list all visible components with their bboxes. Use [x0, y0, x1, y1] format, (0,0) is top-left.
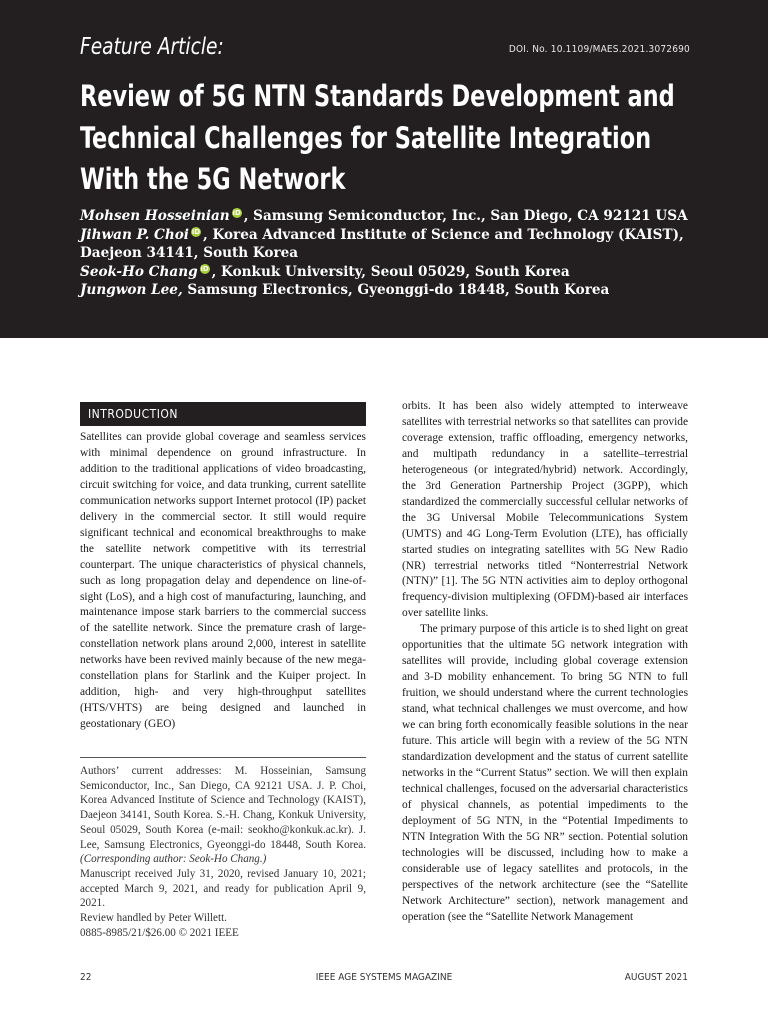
author-name: Jihwan P. Choi — [80, 226, 189, 243]
author-list — [80, 207, 700, 300]
addresses-text: Authors’ current addresses: M. Hosseinian, Samsung Semiconductor, Inc., San Diego, CA 92121 USA. J. P. Choi, Korea Advanced Institute of Science and Technology (KAIST), Daejeon 34141, South Korea. S.-H. Chang, Konkuk University, Seoul 05029, South Korea (e-mail: seokho@konkuk.ac.kr). J. Lee, Samsung Electronics, Gyeonggi-do 18448, South Korea. — [80, 765, 366, 851]
body-column-left — [80, 430, 366, 733]
doi-label: DOI. No. 10.1109/MAES.2021.3072690 — [508, 44, 690, 55]
copyright-line: 0885-8985/21/$26.00 © 2021 IEEE — [80, 926, 239, 939]
review-handled: Review handled by Peter Willett. — [80, 912, 227, 925]
body-paragraph: Satellites can provide global coverage and seamless services with minimal dependence on ground infrastructure. In addition to the traditional applications of video broadcasting, circuit switching for voice, and data trunking, current satellite communication networks support Internet protocol (IP) packet delivery in the commercial sector. It still would require significant technical and economical breakthroughs to make the satellite network competitive with its terrestrial counterpart. The unique characteristics of physical channels, such as long propagation delay and dependence on line-of-sight (LoS), and a high cost of manufacturing, launching, and maintenance impose stark barriers to the commercial success of the satellite network. Since the premature crash of large-constellation network plans around 2,000, interest in satellite networks have been revived mainly because of the new mega-constellation plans for Starlink and the Kuiper project. In addition, high- and very high-throughput satellites (HTS/VHTS) are being designed and launched in geostationary (GEO) — [80, 431, 366, 731]
author-affiliation: , Korea Advanced Institute of Science and Technology (KAIST), Daejeon 34141, South Korea — [80, 226, 684, 262]
author-affiliation: Samsung Electronics, Gyeonggi-do 18448, South Korea — [182, 282, 610, 299]
body-paragraph: orbits. It has been also widely attempted to interweave satellites with terrestrial networks so that satellites can provide coverage extension, traffic offloading, emergency networks, and multipath redundancy in a satellite–terrestrial heterogeneous (or integrated/hybrid) network. Accordingly, the 3rd Generation Partnership Project (3GPP), which standardized the commercially successful cellular networks of the 3G Universal Mobile Telecommunications System (UMTS) and 4G Long-Term Evolution (LTE), has officially started studies on integrating satellites with 5G New Radio (NR) terrestrial networks titled “Nonterrestrial Network (NTN)” [1]. The 5G NTN activities aim to deploy orthogonal frequency-division multiplexing (OFDM)-based air interfaces over satellite links. — [402, 400, 688, 620]
author-line — [80, 281, 700, 300]
author-line — [80, 263, 700, 282]
article-title: Review of 5G NTN Standards Development and Technical Challenges for Satellite Integration With the 5G Network — [80, 79, 675, 196]
title-banner — [0, 0, 768, 338]
author-line — [80, 226, 700, 263]
author-name: Seok-Ho Chang — [80, 263, 198, 280]
footnote-divider — [80, 757, 366, 758]
manuscript-dates: Manuscript received July 31, 2020, revised January 10, 2021; accepted March 9, 2021, and ready for publication April 9, 2021. — [80, 867, 366, 910]
orcid-icon[interactable]: iD — [232, 209, 241, 217]
author-name: Mohsen Hosseinian — [80, 208, 230, 224]
author-line — [80, 207, 700, 226]
orcid-icon[interactable]: iD — [191, 227, 201, 236]
footnote-addresses — [80, 764, 366, 867]
body-paragraph: The primary purpose of this article is to shed light on great opportunities that the ultimate 5G network integration with satellites will provide, including global coverage extension and 3-D mobility enhancement. To bring 5G NTN to full fruition, we should understand where the current technologies stand, what technical challenges we must overcome, and how we can bring forth economically feasible solutions in the near future. This article will begin with a review of the 5G NTN standardization development and the status of current satellite networks in the “Current Status” section. We will then explain technical challenges, focused on the adversarial characteristics of physical channels, as potential impediments to the deployment of 5G NTN, in the “Potential Impediments to NTN Integration With the 5G NR” section. Potential solution technologies will be discussed, including how to make a considerable use of legacy satellites and protocols, in the perspectives of the network architecture (see the “Satellite Network Architecture” section), network management and operation (see the “Satellite Network Management — [402, 623, 688, 923]
issue-date: AUGUST 2021 — [624, 972, 688, 983]
journal-name: IEEE AGE SYSTEMS MAGAZINE — [315, 972, 453, 983]
author-affiliation: , Konkuk University, Seoul 05029, South Korea — [211, 263, 570, 280]
feature-kicker: Feature Article: — [80, 34, 224, 60]
author-footnote — [80, 764, 366, 940]
author-name: Jungwon Lee, — [80, 282, 183, 299]
body-column-right — [402, 399, 688, 925]
orcid-icon[interactable]: iD — [200, 264, 209, 273]
author-affiliation: , Samsung Semiconductor, Inc., San Diego, CA 92121 USA — [243, 208, 688, 224]
corresponding-author: (Corresponding author: Seok-Ho Chang.) — [80, 853, 267, 866]
page-number: 22 — [80, 972, 92, 983]
section-heading: INTRODUCTION — [80, 402, 366, 426]
